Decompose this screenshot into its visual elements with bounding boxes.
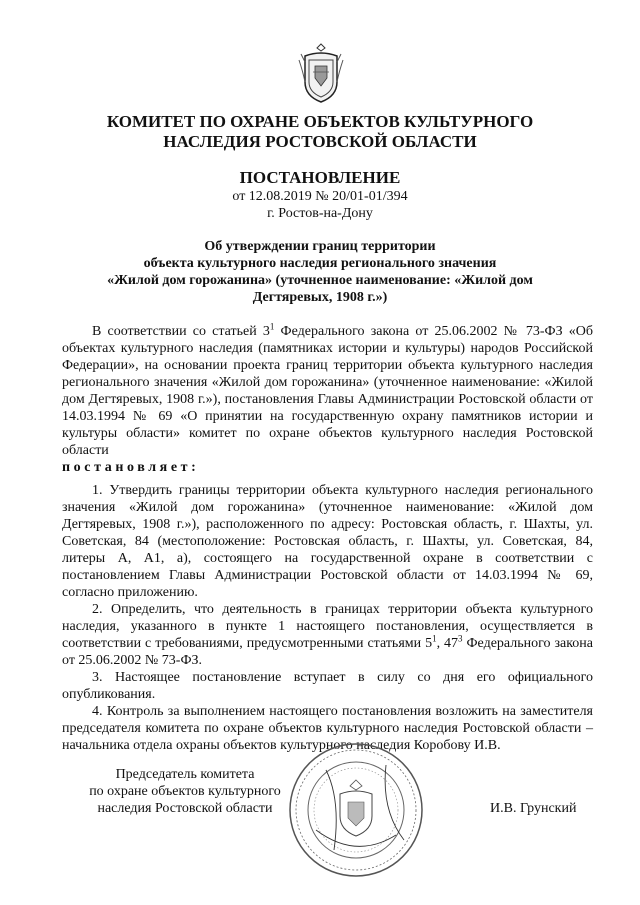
organization-line-2: НАСЛЕДИЯ РОСТОВСКОЙ ОБЛАСТИ: [163, 132, 477, 151]
item-2-sup-1: 1: [432, 633, 437, 644]
signer-position-line-2: по охране объектов культурного: [89, 784, 281, 799]
item-3: 3. Настоящее постановление вступает в силу со дня его официального опубликования.: [62, 670, 593, 702]
item-2-text-c: Федерального закона от 25.06.2002 № 73-ФЗ.: [62, 636, 594, 668]
item-2-sup-2: 3: [458, 633, 463, 644]
subject-line-3: «Жилой дом горожанина» (уточненное наименование: «Жилой дом: [107, 273, 533, 288]
preamble-text-1: В соответствии со статьей 3: [92, 324, 270, 339]
signer-position: [80, 766, 290, 817]
document-date-number: от 12.08.2019 № 20/01-01/394: [232, 189, 408, 204]
item-4: 4. Контроль за выполнением настоящего постановления возложить на заместителя председателя комитета по охране объектов культурного наследия Ростовской области – начальника отдела охраны объектов культурного наследия Коробову И.В.: [62, 704, 593, 753]
signer-name: И.В. Грунский: [490, 801, 577, 816]
signer-position-line-1: Председатель комитета: [115, 767, 255, 782]
coat-of-arms-icon: [295, 42, 347, 106]
document-type: ПОСТАНОВЛЕНИЕ: [239, 168, 401, 187]
preamble-paragraph: [62, 323, 593, 459]
preamble-superscript: 1: [269, 321, 275, 332]
item-1: 1. Утвердить границы территории объекта культурного наследия регионального значения «Жилой дом горожанина» (уточненное наименование: «Жилой дом Дегтяревых, 1908 г.»), расположенного по адресу: Ростовская область, г. Шахты, ул. Советская, 84 (местоположение: Ростовская область, г. Шахты, ул. Советская, 84, литеры А, А1, а), состоящего на государственной охране в соответствии с постановлением Главы Администрации Ростовской области от 14.03.1994 № 69, согласно приложению.: [62, 483, 593, 600]
subject-line-1: Об утверждении границ территории: [204, 239, 436, 254]
item-2: [62, 601, 593, 669]
resolution-items: [62, 482, 593, 754]
item-2-text-b: , 47: [436, 636, 459, 651]
resolves-word: постановляет:: [62, 460, 200, 475]
official-seal-icon: [286, 740, 426, 880]
organization-name: [60, 112, 580, 152]
subject-line-2: объекта культурного наследия регионального значения: [143, 256, 497, 271]
item-2-text-a: 2. Определить, что деятельность в границах территории объекта культурного наследия, указанного в пункте 1 настоящего постановления, осуществляется в соответствии с требованиями, предусмотренными статьями 5: [62, 602, 593, 651]
preamble: [62, 323, 593, 476]
preamble-text-2: Федерального закона от 25.06.2002 № 73-ФЗ «Об объектах культурного наследия (памятниках истории и культуры) народов Российской Федерации», на основании проекта границ территории объекта культурного наследия регионального значения «Жилой дом горожанина» (уточненное наименование: «Жилой дом Дегтяревых, 1908 г.»), постановления Главы Администрации Ростовской области от 14.03.1994 № 69 «О принятии на государственную охрану памятников истории и культуры области» комитет по охране объектов культурного наследия Ростовской области: [62, 324, 593, 458]
subject-line-4: Дегтяревых, 1908 г.»): [252, 290, 388, 305]
document-city: г. Ростов-на-Дону: [267, 206, 373, 221]
organization-line-1: КОМИТЕТ ПО ОХРАНЕ ОБЪЕКТОВ КУЛЬТУРНОГО: [106, 112, 534, 131]
signer-position-line-3: наследия Ростовской области: [97, 801, 273, 816]
document-subject: [70, 238, 570, 306]
